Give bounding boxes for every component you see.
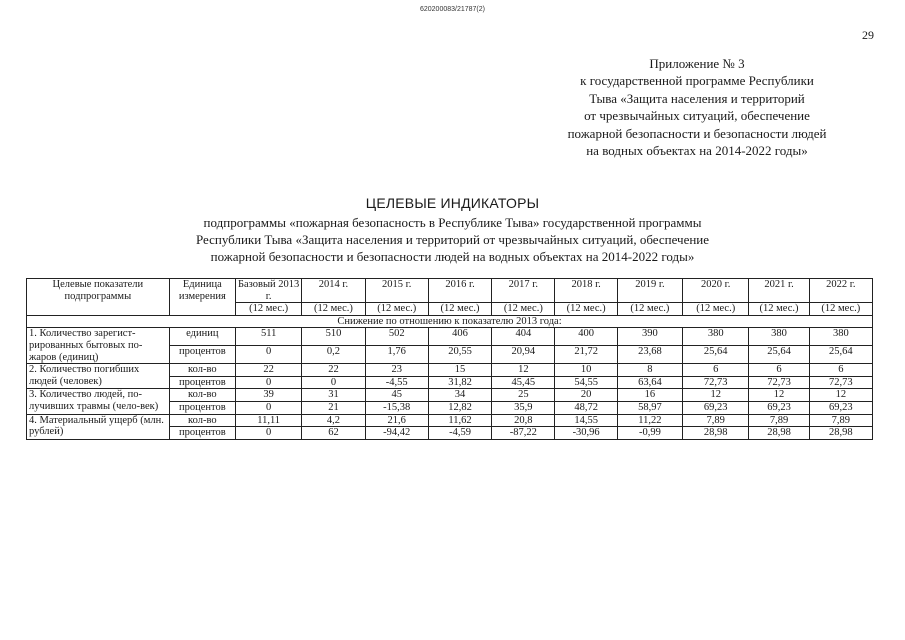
indicator-name: 1. Количество зарегист-рированных бытовых по-жаров (единиц) [27, 328, 170, 364]
value-cell: 14,55 [555, 414, 617, 427]
unit-cell: единиц [169, 328, 235, 346]
value-cell: 69,23 [809, 401, 872, 414]
value-cell: 48,72 [555, 401, 617, 414]
value-cell: 28,98 [683, 427, 749, 440]
indicators-table [26, 278, 873, 440]
value-cell: 12 [749, 389, 809, 402]
value-cell: 380 [809, 328, 872, 346]
value-cell: 25,64 [749, 346, 809, 364]
header-period: (12 мес.) [428, 303, 491, 316]
value-cell: 11,22 [617, 414, 682, 427]
header-year: 2015 г. [365, 279, 428, 303]
document-title [0, 195, 905, 266]
value-cell: 21,72 [555, 346, 617, 364]
value-cell: 22 [235, 364, 301, 377]
value-cell: 25 [492, 389, 555, 402]
value-cell: 21 [302, 401, 365, 414]
table-row [27, 364, 873, 377]
value-cell: 69,23 [749, 401, 809, 414]
value-cell: 63,64 [617, 376, 682, 389]
header-year: 2018 г. [555, 279, 617, 303]
unit-cell: процентов [169, 427, 235, 440]
header-base-year: Базовый 2013 г. [235, 279, 301, 303]
value-cell: 510 [302, 328, 365, 346]
header-unit: Единица измерения [169, 279, 235, 316]
value-cell: 20,55 [428, 346, 491, 364]
header-period: (12 мес.) [749, 303, 809, 316]
value-cell: 380 [749, 328, 809, 346]
table-row [27, 389, 873, 402]
header-year: 2016 г. [428, 279, 491, 303]
value-cell: 69,23 [683, 401, 749, 414]
appendix-line: пожарной безопасности и безопасности людей [567, 125, 827, 141]
table-row [27, 328, 873, 346]
value-cell: 0 [235, 376, 301, 389]
value-cell: 25,64 [683, 346, 749, 364]
value-cell: 0 [302, 376, 365, 389]
value-cell: 11,11 [235, 414, 301, 427]
value-cell: 20,94 [492, 346, 555, 364]
value-cell: 62 [302, 427, 365, 440]
appendix-line: на водных объектах на 2014-2022 годы» [586, 143, 808, 159]
document-code: 620200083/21787(2) [419, 6, 485, 13]
value-cell: 12,82 [428, 401, 491, 414]
value-cell: 31 [302, 389, 365, 402]
header-period: (12 мес.) [235, 303, 301, 316]
value-cell: 31,82 [428, 376, 491, 389]
value-cell: 28,98 [809, 427, 872, 440]
value-cell: 6 [683, 364, 749, 377]
header-period: (12 мес.) [617, 303, 682, 316]
value-cell: 6 [749, 364, 809, 377]
value-cell: 45 [365, 389, 428, 402]
value-cell: -15,38 [365, 401, 428, 414]
header-period: (12 мес.) [683, 303, 749, 316]
value-cell: 12 [809, 389, 872, 402]
value-cell: -30,96 [555, 427, 617, 440]
value-cell: 23 [365, 364, 428, 377]
value-cell: 7,89 [683, 414, 749, 427]
value-cell: 7,89 [809, 414, 872, 427]
value-cell: 0 [235, 346, 301, 364]
value-cell: 72,73 [809, 376, 872, 389]
header-year: 2021 г. [749, 279, 809, 303]
value-cell: 1,76 [365, 346, 428, 364]
value-cell: 390 [617, 328, 682, 346]
page-number: 29 [862, 28, 874, 42]
value-cell: -87,22 [492, 427, 555, 440]
value-cell: 7,89 [749, 414, 809, 427]
header-year: 2014 г. [302, 279, 365, 303]
value-cell: 502 [365, 328, 428, 346]
value-cell: 54,55 [555, 376, 617, 389]
value-cell: 10 [555, 364, 617, 377]
value-cell: 20 [555, 389, 617, 402]
header-period: (12 мес.) [555, 303, 617, 316]
value-cell: 72,73 [749, 376, 809, 389]
table-body [27, 315, 873, 439]
value-cell: 20,8 [492, 414, 555, 427]
value-cell: 34 [428, 389, 491, 402]
appendix-line: от чрезвычайных ситуаций, обеспечение [584, 108, 810, 124]
appendix-line: Приложение № 3 [649, 56, 745, 71]
value-cell: -4,55 [365, 376, 428, 389]
value-cell: 6 [809, 364, 872, 377]
value-cell: 21,6 [365, 414, 428, 427]
appendix-line: Тыва «Защита населения и территорий [589, 90, 805, 106]
value-cell: 15 [428, 364, 491, 377]
unit-cell: кол-во [169, 364, 235, 377]
value-cell: 4,2 [302, 414, 365, 427]
unit-cell: процентов [169, 346, 235, 364]
table-row [27, 414, 873, 427]
header-year: 2022 г. [809, 279, 872, 303]
header-indicator: Целевые показатели подпрограммы [27, 279, 170, 316]
value-cell: 28,98 [749, 427, 809, 440]
value-cell: 406 [428, 328, 491, 346]
header-period: (12 мес.) [365, 303, 428, 316]
appendix-line: к государственной программе Республики [580, 73, 814, 89]
value-cell: 45,45 [492, 376, 555, 389]
indicator-name: 3. Количество людей, по-лучивших травмы (чело-век) [27, 389, 170, 414]
title-line: Республики Тыва «Защита населения и территорий от чрезвычайных ситуаций, обеспечение [195, 232, 710, 248]
value-cell: 25,64 [809, 346, 872, 364]
unit-cell: кол-во [169, 389, 235, 402]
value-cell: 400 [555, 328, 617, 346]
header-period: (12 мес.) [809, 303, 872, 316]
value-cell: -4,59 [428, 427, 491, 440]
header-period: (12 мес.) [302, 303, 365, 316]
value-cell: 23,68 [617, 346, 682, 364]
value-cell: 0 [235, 427, 301, 440]
value-cell: -0,99 [617, 427, 682, 440]
header-year: 2019 г. [617, 279, 682, 303]
value-cell: 22 [302, 364, 365, 377]
value-cell: 39 [235, 389, 301, 402]
unit-cell: кол-во [169, 414, 235, 427]
title-line: пожарной безопасности и безопасности людей на водных объектах на 2014-2022 годы» [210, 249, 695, 265]
value-cell: 12 [492, 364, 555, 377]
appendix-note [537, 55, 857, 159]
section-caption: Снижение по отношению к показателю 2013 года: [27, 315, 873, 328]
unit-cell: процентов [169, 401, 235, 414]
value-cell: -94,42 [365, 427, 428, 440]
title-main: ЦЕЛЕВЫЕ ИНДИКАТОРЫ [365, 195, 540, 211]
value-cell: 72,73 [683, 376, 749, 389]
header-year: 2020 г. [683, 279, 749, 303]
indicator-name: 2. Количество погибших людей (человек) [27, 364, 170, 389]
value-cell: 16 [617, 389, 682, 402]
indicator-name: 4. Материальный ущерб (млн. рублей) [27, 414, 170, 439]
title-line: подпрограммы «пожарная безопасность в Республике Тыва» государственной программы [203, 215, 702, 230]
value-cell: 380 [683, 328, 749, 346]
value-cell: 0 [235, 401, 301, 414]
value-cell: 35,9 [492, 401, 555, 414]
header-period: (12 мес.) [492, 303, 555, 316]
value-cell: 511 [235, 328, 301, 346]
table-header [27, 279, 873, 316]
value-cell: 8 [617, 364, 682, 377]
title-subtitle [0, 214, 905, 266]
value-cell: 58,97 [617, 401, 682, 414]
value-cell: 11,62 [428, 414, 491, 427]
value-cell: 12 [683, 389, 749, 402]
unit-cell: процентов [169, 376, 235, 389]
header-year: 2017 г. [492, 279, 555, 303]
value-cell: 0,2 [302, 346, 365, 364]
value-cell: 404 [492, 328, 555, 346]
